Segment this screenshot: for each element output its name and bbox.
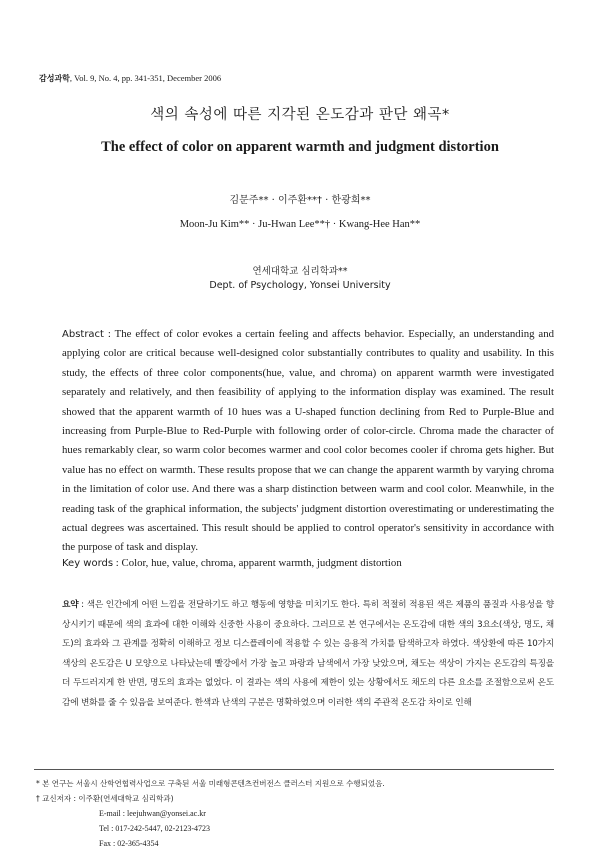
fax-line: Fax : 02-365-4354 (99, 839, 159, 848)
footnotes (36, 776, 385, 851)
english-affiliation: Dept. of Psychology, Yonsei University (209, 280, 391, 291)
footnote-divider (34, 769, 554, 770)
korean-abstract-text: 색은 인간에게 어떤 느낌을 전달하기도 하고 행동에 영향을 미치기도 한다. 특히 적절히 적용된 색은 제품의 품질과 사용성을 향상시키기 때문에 색의 효과에 대한 이해와 신중한 사용이 중요하다. 그러므로 본 연구에서는 온도감에 대한 색의 3요소(색상, 명도, 채도)의 효과와 그 관계를 정확히 이해하고 정보 디스플레이에 적용할 수 있는 응용적 가치를 탐색하고자 하였다. 색상환에 따른 10가지 색상의 온도감은 U 모양으로 나타났는데 빨강에서 가장 높고 파랑과 남색에서 가장 낮았으며, 채도는 색상이 가지는 온도감의 특징을 더 두드러지게 한 반면, 명도의 효과는 없었다. 이 결과는 색의 사용에 제한이 있는 상황에서도 채도의 다른 요소를 조절함으로써 온도감에 변화를 줄 수 있음을 보여준다. 한색과 난색의 구분은 명확하였으며 이러한 색의 주관적 온도감 차이로 인해 (62, 600, 555, 708)
corresponding-author-footnote: † 교신저자 : 이주환(연세대학교 심리학과) (36, 794, 174, 803)
journal-name: 감성과학 (39, 74, 70, 83)
tel-line: Tel : 017-242-5447, 02-2123-4723 (99, 824, 210, 833)
keywords-section: Key words : Color, hue, value, chroma, apparent warmth, judgment distortion (62, 557, 402, 569)
email-line: E-mail : leejuhwan@yonsei.ac.kr (99, 809, 206, 818)
abstract-label: Abstract (62, 329, 104, 340)
korean-affiliation: 연세대학교 심리학과** (252, 266, 348, 277)
english-authors: Moon-Ju Kim** · Ju-Hwan Lee**† · Kwang-Hee Han** (179, 219, 421, 230)
funding-footnote: * 본 연구는 서울시 산학연협력사업으로 구축된 서울 미래형콘텐츠컨버전스 클러스터 지원으로 수행되었음. (36, 779, 385, 788)
journal-volume-info: , Vol. 9, No. 4, pp. 341-351, December 2006 (69, 73, 222, 83)
abstract-text: The effect of color evokes a certain feeling and affects behavior. Especially, an understanding and applying color are critical because well-designed color substantially contributes to quality and usability. In this study, the effects of three color components(hue, value, and chroma) on apparent warmth were investigated separately and relatively, and then feasibility of applying to the information display was examined. The result showed that the apparent warmth of 10 hues was a U-shaped function declining from Red to Purple-Blue and increasing from Purple-Blue to Red-Purple with following order of color-circle. Chroma made the character of hues remarkably clear, so warm color becomes warmer and cool color becomes cooler if chroma gets higher. But value has no effect on warmth. These results propose that we can change the apparent warmth by varying chroma in the limitation of color use. And there was a sharp distinction between warm and cool color. Meanwhile, in the reading task of the graphical information, the subjects' judgment distortion overestimating or underestimating the actual degrees was ascertained. This result should be applied to control operator's sensitivity in accordance with the purpose of task and display. (62, 328, 554, 554)
korean-abstract-label: 요약 (62, 600, 79, 610)
english-title: The effect of color on apparent warmth and judgment distortion (101, 139, 499, 155)
korean-title: 색의 속성에 따른 지각된 온도감과 판단 왜곡* (150, 107, 450, 123)
korean-authors: 김문주** · 이주환**† · 한광희** (229, 195, 371, 206)
journal-citation (39, 73, 221, 84)
keywords-label: Key words (62, 558, 114, 569)
keywords-text: Color, hue, value, chroma, apparent warmth, judgment distortion (121, 557, 402, 569)
korean-abstract-section: 요약 : 색은 인간에게 어떤 느낌을 전달하기도 하고 행동에 영향을 미치기도 한다. 특히 적절히 적용된 색은 제품의 품질과 사용성을 향상시키기 때문에 색의 효과에 대한 이해와 신중한 사용이 중요하다. 그러므로 본 연구에서는 온도감에 대한 색의 3요소(색상, 명도, 채도)의 효과와 그 관계를 정확히 이해하고 정보 디스플레이에 적용할 수 있는 응용적 가치를 탐색하고자 하였다. 색상환에 따른 10가지 색상의 온도감은 U 모양으로 나타났는데 빨강에서 가장 높고 파랑과 남색에서 가장 낮았으며, 채도는 색상이 가지는 온도감의 특징을 더 두드러지게 한 반면, 명도의 효과는 없었다. 이 결과는 색의 사용에 제한이 있는 상황에서도 채도의 다른 요소를 조절함으로써 온도감에 변화를 줄 수 있음을 보여준다. 한색과 난색의 구분은 명확하였으며 이러한 색의 주관적 온도감 차이로 인해 (62, 600, 555, 708)
abstract-section: Abstract : The effect of color evokes a certain feeling and affects behavior. Especially, an understanding and applying color are critical because well-designed color substantially contributes to quality and usability. In this study, the effects of three color components(hue, value, and chroma) on apparent warmth were investigated separately and relatively, and then feasibility of applying to the information display was examined. The result showed that the apparent warmth of 10 hues was a U-shaped function declining from Red to Purple-Blue and increasing from Purple-Blue to Red-Purple with following order of color-circle. Chroma made the character of hues remarkably clear, so warm color becomes warmer and cool color becomes cooler if chroma gets higher. But value has no effect on warmth. These results propose that we can change the apparent warmth by varying chroma in the limitation of color use. And there was a sharp distinction between warm and cool color. Meanwhile, in the reading task of the graphical information, the subjects' judgment distortion overestimating or underestimating the actual degrees was ascertained. This result should be applied to control operator's sensitivity in accordance with the purpose of task and display. (62, 328, 554, 554)
